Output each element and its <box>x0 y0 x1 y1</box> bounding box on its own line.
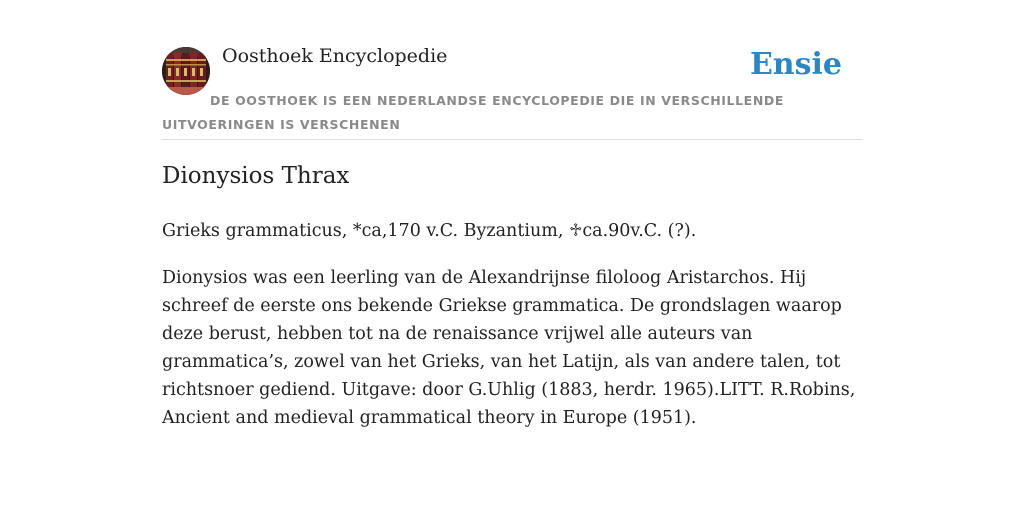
page-container <box>162 0 862 428</box>
source-header <box>162 0 862 140</box>
article-summary: Grieks grammaticus, *ca,170 v.C. Byzantium, ♱ca.90v.C. (?). <box>162 221 697 241</box>
encyclopedia-books-icon <box>162 47 210 95</box>
source-description: DE OOSTHOEK IS EEN NEDERLANDSE ENCYCLOPEDIE DIE IN VERSCHILLENDE UITVOERINGEN IS VERSCHENEN <box>162 93 784 132</box>
source-name-link[interactable]: Oosthoek Encyclopedie <box>222 45 448 67</box>
article-body: Dionysios was een leerling van de Alexandrijnse filoloog Aristarchos. Hij schreef de eerste ons bekende Griekse grammatica. De grondslagen waarop deze berust, hebben tot na de renaissance vrijwel alle auteurs van grammatica’s, zowel van het Grieks, van het Latijn, als van andere talen, tot richtsnoer gediend. Uitgave: door G.Uhlig (1883, herdr. 1965).LITT. R.Robins, Ancient and medieval grammatical theory in Europe (1951). <box>162 268 856 428</box>
article-title: Dionysios Thrax <box>162 163 350 189</box>
source-avatar[interactable] <box>162 47 210 95</box>
ensie-logo-link[interactable]: Ensie <box>749 47 842 82</box>
